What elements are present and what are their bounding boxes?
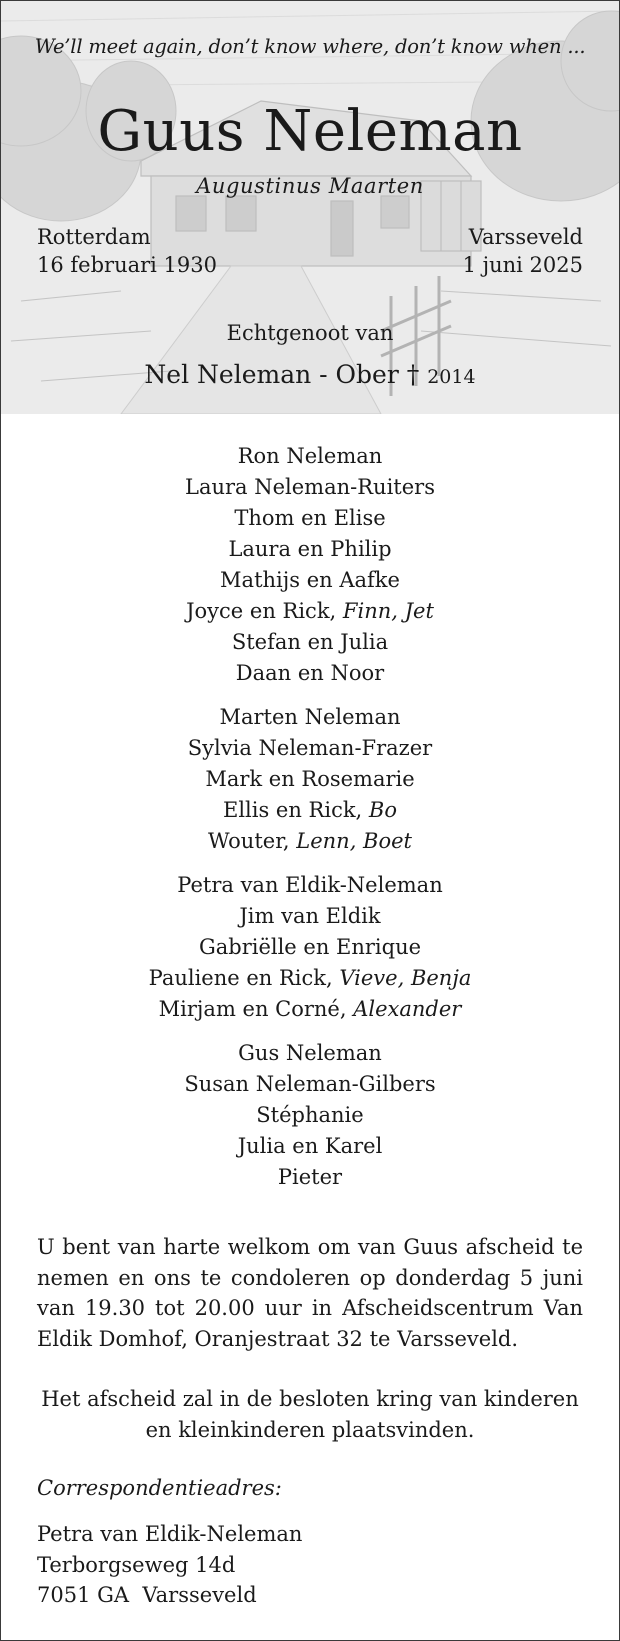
member-names: Gus Neleman: [238, 1041, 382, 1065]
member-names: Sylvia Neleman-Frazer: [187, 736, 433, 760]
member-names: Mathijs en Aafke: [220, 568, 400, 592]
member-names: Mark en Rosemarie: [205, 767, 415, 791]
family-list: [1, 441, 619, 1206]
member-names: Pieter: [277, 1165, 343, 1189]
family-member-line: [1, 702, 619, 733]
family-member-line: [1, 503, 619, 534]
spouse-name: Nel Neleman - Ober: [144, 360, 399, 389]
family-member-line: [1, 932, 619, 963]
member-names: Laura Neleman-Ruiters: [185, 475, 435, 499]
member-names: Daan en Noor: [235, 661, 385, 685]
member-names: Pauliene en Rick,: [148, 966, 340, 990]
family-member-line: [1, 441, 619, 472]
cross-icon: †: [406, 360, 420, 389]
birth-place: Rotterdam: [37, 225, 151, 249]
member-names: Petra van Eldik-Neleman: [177, 873, 443, 897]
family-group: [1, 1038, 619, 1193]
member-names: Jim van Eldik: [239, 904, 381, 928]
family-member-line: [1, 596, 619, 627]
birth-date: 16 februari 1930: [37, 253, 217, 277]
death-place: Varsseveld: [468, 225, 583, 249]
header-text-layer: [1, 1, 619, 414]
member-names: Ellis en Rick,: [222, 798, 369, 822]
family-member-line: [1, 764, 619, 795]
family-member-line: [1, 733, 619, 764]
family-member-line: [1, 1069, 619, 1100]
family-member-line: [1, 1162, 619, 1193]
family-member-line: [1, 901, 619, 932]
family-member-line: [1, 1038, 619, 1069]
given-names: Augustinus Maarten: [196, 174, 424, 198]
correspondence-address: [37, 1519, 302, 1611]
header-banner: [1, 1, 619, 414]
member-names: Susan Neleman-Gilbers: [184, 1072, 436, 1096]
grandchildren-names: Vieve, Benja: [339, 966, 472, 990]
family-member-line: [1, 870, 619, 901]
member-names: Marten Neleman: [219, 705, 401, 729]
family-member-line: [1, 565, 619, 596]
family-member-line: [1, 627, 619, 658]
correspondence-label: Correspondentieadres:: [37, 1476, 282, 1500]
member-names: Mirjam en Corné,: [158, 997, 354, 1021]
grandchildren-names: Lenn, Boet: [296, 829, 412, 853]
address-city: 7051 GA Varsseveld: [37, 1583, 257, 1607]
spouse-line: [1, 360, 619, 389]
family-member-line: [1, 1131, 619, 1162]
member-names: Ron Neleman: [237, 444, 383, 468]
family-member-line: [1, 826, 619, 857]
family-group: [1, 702, 619, 857]
family-member-line: [1, 963, 619, 994]
family-member-line: [1, 795, 619, 826]
deceased-name: Guus Neleman: [97, 99, 523, 164]
member-names: Stefan en Julia: [231, 630, 389, 654]
spouse-death-year: 2014: [427, 366, 476, 388]
member-names: Wouter,: [208, 829, 297, 853]
grandchildren-names: Bo: [368, 798, 397, 822]
grandchildren-names: Alexander: [353, 997, 462, 1021]
address-name: Petra van Eldik-Neleman: [37, 1522, 303, 1546]
family-group: [1, 870, 619, 1025]
member-names: Julia en Karel: [237, 1134, 383, 1158]
address-street: Terborgseweg 14d: [37, 1552, 236, 1577]
member-names: Gabriëlle en Enrique: [198, 935, 422, 959]
spouse-label: Echtgenoot van: [226, 321, 394, 345]
member-names: Laura en Philip: [228, 537, 392, 561]
farewell-notice: Het afscheid zal in de besloten kring van kinderen en kleinkinderen plaatsvinden.: [41, 1387, 579, 1442]
member-names: Stéphanie: [256, 1103, 364, 1127]
member-names: Joyce en Rick,: [186, 599, 343, 623]
visitation-notice: U bent van harte welkom om van Guus afscheid te nemen en ons te condoleren op donderdag 5 juni van 19.30 tot 20.00 uur in Afscheidscentrum Van Eldik Domhof, Oranjestraat 32 te Varsseveld.: [37, 1235, 583, 1351]
member-names: Thom en Elise: [234, 506, 386, 530]
family-member-line: [1, 994, 619, 1025]
family-member-line: [1, 658, 619, 689]
family-member-line: [1, 472, 619, 503]
family-group: [1, 441, 619, 689]
family-member-line: [1, 1100, 619, 1131]
family-member-line: [1, 534, 619, 565]
death-date: 1 juni 2025: [462, 253, 583, 277]
grandchildren-names: Finn, Jet: [342, 599, 434, 623]
motto-quote: We’ll meet again, don’t know where, don’t know when ...: [34, 35, 586, 58]
